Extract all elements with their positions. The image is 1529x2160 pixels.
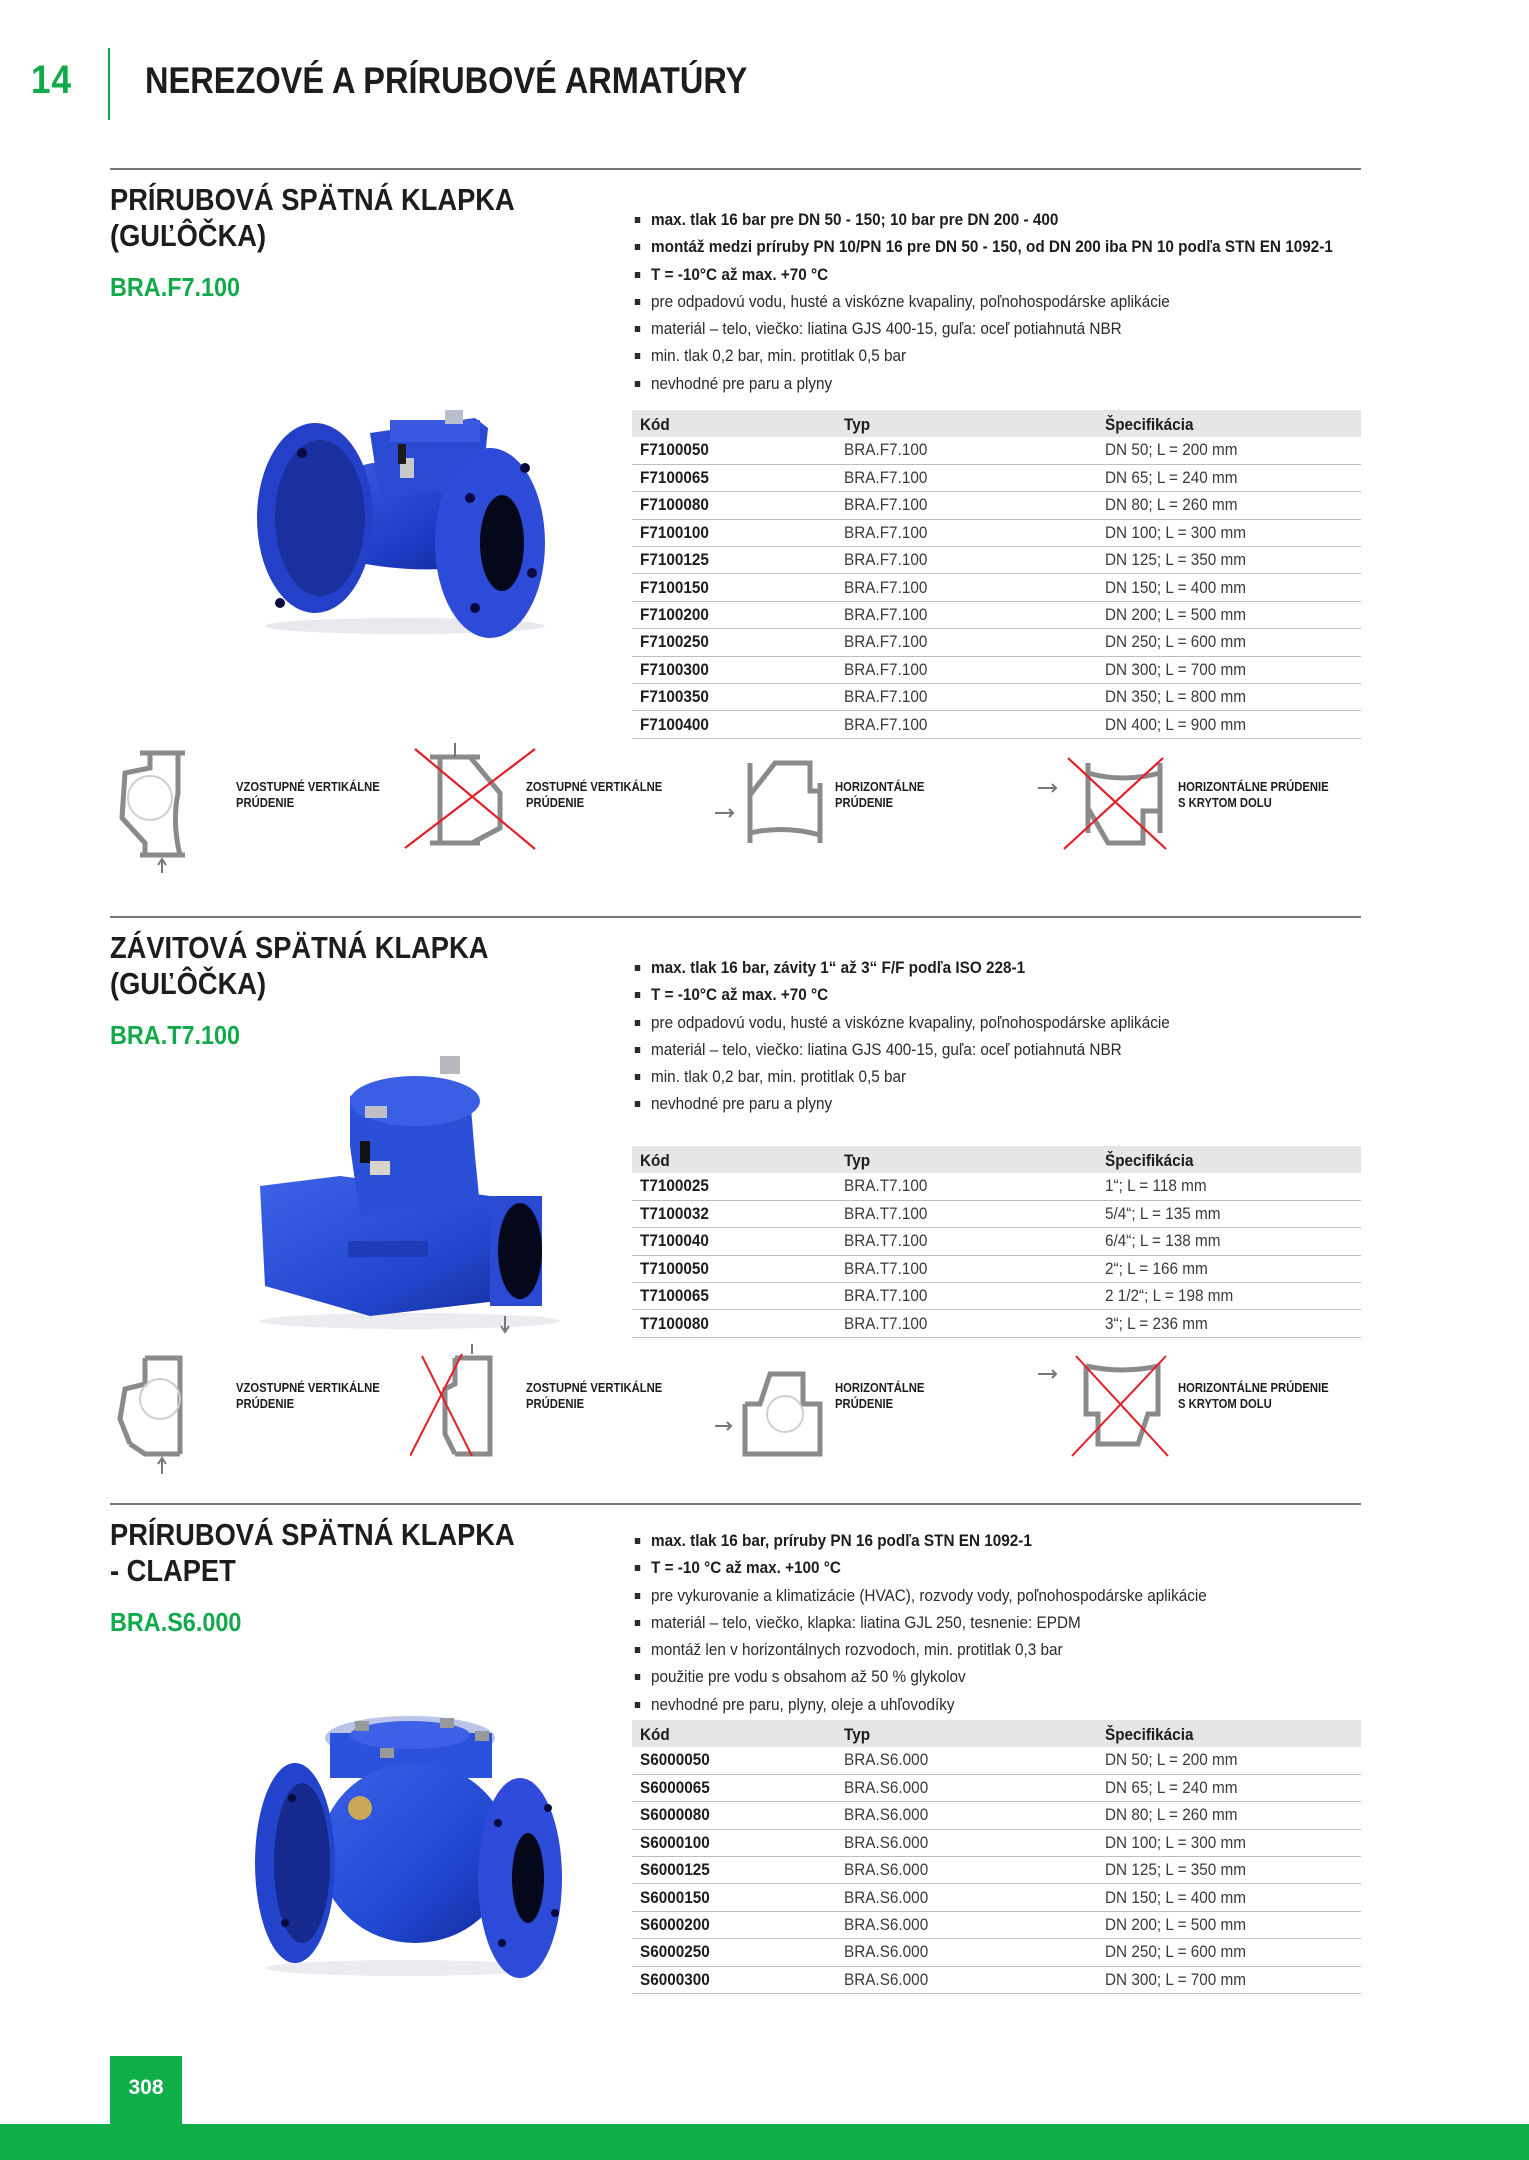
install-label-line2: PRÚDENIE [236,796,295,810]
product-section-t7100 [110,916,1361,1496]
installation-orientations [110,743,1361,873]
chapter-number: 14 [31,58,72,102]
feature-item: min. tlak 0,2 bar, min. protitlak 0,5 bar [633,1063,1170,1090]
section-title-line1: PRÍRUBOVÁ SPÄTNÁ KLAPKA [110,1517,515,1552]
table-row: S6000150 BRA.S6.000 DN 150; L = 400 mm [632,1884,1361,1911]
table-row: S6000050 BRA.S6.000 DN 50; L = 200 mm [632,1747,1361,1774]
table-row: F7100150 BRA.F7.100 DN 150; L = 400 mm [632,574,1361,601]
feature-item: max. tlak 16 bar, príruby PN 16 podľa STN EN 1092-1 [633,1527,1207,1554]
product-table [632,1146,1361,1338]
column-header-type: Typ [836,1720,1097,1747]
table-row: F7100400 BRA.F7.100 DN 400; L = 900 mm [632,711,1361,738]
section-title-line1: ZÁVITOVÁ SPÄTNÁ KLAPKA [110,930,489,965]
table-row: F7100300 BRA.F7.100 DN 300; L = 700 mm [632,656,1361,683]
section-divider [110,1503,1361,1505]
table-header-row [632,1146,1361,1173]
table-row: T7100065 BRA.T7.100 2 1/2“; L = 198 mm [632,1283,1361,1310]
horizontal-cover-down-diagram-icon [1038,743,1178,873]
table-row: S6000300 BRA.S6.000 DN 300; L = 700 mm [632,1966,1361,1993]
table-header-row [632,410,1361,437]
product-section-s6000 [110,1503,1361,2003]
feature-item: montáž medzi príruby PN 10/PN 16 pre DN 50 - 150, od DN 200 iba PN 10 podľa STN EN 1092-1 [633,233,1333,260]
install-label-line1: ZOSTUPNÉ VERTIKÁLNE [526,780,663,794]
product-table [632,410,1361,739]
feature-item: min. tlak 0,2 bar, min. protitlak 0,5 bar [633,342,1333,369]
feature-item: nevhodné pre paru a plyny [633,1090,1170,1117]
table-row: S6000080 BRA.S6.000 DN 80; L = 260 mm [632,1802,1361,1829]
table-row: F7100250 BRA.F7.100 DN 250; L = 600 mm [632,629,1361,656]
feature-list [633,206,1411,397]
flanged-ball-check-valve-photo [220,358,580,638]
install-label-line2: S KRYTOM DOLU [1178,796,1272,810]
install-label-line1: HORIZONTÁLNE PRÚDENIE [1178,780,1329,794]
section-title-line2: - CLAPET [110,1553,236,1588]
column-header-type: Typ [836,410,1097,437]
install-horizontal [715,743,1015,873]
column-header-spec: Špecifikácia [1097,410,1361,437]
table-row: T7100080 BRA.T7.100 3“; L = 236 mm [632,1310,1361,1337]
install-label-line1: HORIZONTÁLNE PRÚDENIE [1178,1381,1329,1395]
product-code: BRA.S6.000 [110,1607,242,1637]
header-divider [108,48,110,120]
install-label-line1: VZOSTUPNÉ VERTIKÁLNE [236,1381,380,1395]
horizontal-cover-down-diagram-icon [1038,1344,1178,1474]
table-row: F7100125 BRA.F7.100 DN 125; L = 350 mm [632,547,1361,574]
table-row: S6000250 BRA.S6.000 DN 250; L = 600 mm [632,1939,1361,1966]
install-horizontal [715,1344,1015,1474]
table-row: S6000100 BRA.S6.000 DN 100; L = 300 mm [632,1829,1361,1856]
section-title-line2: (GUĽÔČKA) [110,218,267,253]
section-title-line2: (GUĽÔČKA) [110,966,267,1001]
feature-item: pre vykurovanie a klimatizácie (HVAC), rozvody vody, poľnohospodárske aplikácie [633,1582,1207,1609]
page-number: 308 [128,2076,164,2099]
install-label-line2: PRÚDENIE [526,796,585,810]
install-label-line2: PRÚDENIE [835,796,894,810]
feature-item: montáž len v horizontálnych rozvodoch, min. protitlak 0,3 bar [633,1636,1207,1663]
threaded-ball-check-valve-photo [220,1046,590,1336]
table-row: S6000125 BRA.S6.000 DN 125; L = 350 mm [632,1857,1361,1884]
product-table [632,1720,1361,1994]
install-vertical-upward [110,743,410,873]
column-header-code: Kód [632,410,836,437]
table-row: S6000065 BRA.S6.000 DN 65; L = 240 mm [632,1774,1361,1801]
install-horizontal-cover-down [1038,1344,1368,1474]
section-title [110,182,515,254]
table-row: T7100032 BRA.T7.100 5/4“; L = 135 mm [632,1200,1361,1227]
install-vertical-downward [400,743,700,873]
vertical-downward-diagram-icon [410,1344,540,1474]
table-row: S6000200 BRA.S6.000 DN 200; L = 500 mm [632,1911,1361,1938]
install-vertical-downward [410,1344,710,1474]
product-section-f7100 [110,168,1361,908]
page-number-box [110,2056,182,2126]
section-title-line1: PRÍRUBOVÁ SPÄTNÁ KLAPKA [110,182,515,217]
column-header-type: Typ [836,1146,1097,1173]
table-row: T7100040 BRA.T7.100 6/4“; L = 138 mm [632,1228,1361,1255]
feature-item: použitie pre vodu s obsahom až 50 % glykolov [633,1663,1207,1690]
feature-item: materiál – telo, viečko: liatina GJS 400-15, guľa: oceľ potiahnutá NBR [633,315,1333,342]
install-label-line1: ZOSTUPNÉ VERTIKÁLNE [526,1381,663,1395]
flanged-swing-check-valve-photo [230,1683,580,1983]
install-label-line2: PRÚDENIE [236,1397,295,1411]
install-label-line1: HORIZONTÁLNE [835,780,925,794]
table-row: T7100025 BRA.T7.100 1“; L = 118 mm [632,1173,1361,1200]
column-header-code: Kód [632,1720,836,1747]
vertical-upward-diagram-icon [110,1344,200,1474]
install-label-line1: VZOSTUPNÉ VERTIKÁLNE [236,780,380,794]
vertical-upward-diagram-icon [110,743,200,873]
horizontal-diagram-icon [715,1344,835,1474]
feature-list [633,1527,1271,1718]
section-divider [110,916,1361,918]
feature-item: max. tlak 16 bar, závity 1“ až 3“ F/F podľa ISO 228-1 [633,954,1170,981]
table-row: F7100050 BRA.F7.100 DN 50; L = 200 mm [632,437,1361,464]
feature-item: T = -10 °C až max. +100 °C [633,1554,1207,1581]
feature-item: materiál – telo, viečko: liatina GJS 400-15, guľa: oceľ potiahnutá NBR [633,1036,1170,1063]
installation-orientations [110,1344,1361,1474]
table-row: F7100350 BRA.F7.100 DN 350; L = 800 mm [632,684,1361,711]
feature-item: T = -10°C až max. +70 °C [633,981,1170,1008]
section-divider [110,168,1361,170]
column-header-spec: Špecifikácia [1097,1146,1361,1173]
install-horizontal-cover-down [1038,743,1368,873]
feature-item: max. tlak 16 bar pre DN 50 - 150; 10 bar pre DN 200 - 400 [633,206,1333,233]
section-title [110,930,488,1002]
feature-item: pre odpadovú vodu, husté a viskózne kvapaliny, poľnohospodárske aplikácie [633,1009,1170,1036]
feature-item: nevhodné pre paru, plyny, oleje a uhľovodíky [633,1691,1207,1718]
table-row: T7100050 BRA.T7.100 2“; L = 166 mm [632,1255,1361,1282]
chapter-title: NEREZOVÉ A PRÍRUBOVÉ ARMATÚRY [145,60,748,101]
table-row: F7100200 BRA.F7.100 DN 200; L = 500 mm [632,601,1361,628]
install-label-line2: PRÚDENIE [526,1397,585,1411]
feature-item: pre odpadovú vodu, husté a viskózne kvapaliny, poľnohospodárske aplikácie [633,288,1333,315]
install-label-line2: PRÚDENIE [835,1397,894,1411]
feature-item: T = -10°C až max. +70 °C [633,261,1333,288]
install-label-line2: S KRYTOM DOLU [1178,1397,1272,1411]
footer-bar [0,2124,1529,2160]
feature-item: nevhodné pre paru a plyny [633,370,1333,397]
column-header-spec: Špecifikácia [1097,1720,1361,1747]
table-row: F7100065 BRA.F7.100 DN 65; L = 240 mm [632,464,1361,491]
table-row: F7100100 BRA.F7.100 DN 100; L = 300 mm [632,519,1361,546]
table-row: F7100080 BRA.F7.100 DN 80; L = 260 mm [632,492,1361,519]
table-header-row [632,1720,1361,1747]
product-code: BRA.T7.100 [110,1020,241,1050]
column-header-code: Kód [632,1146,836,1173]
feature-list [633,954,1229,1118]
section-title [110,1517,515,1589]
horizontal-diagram-icon [715,743,835,873]
feature-item: materiál – telo, viečko, klapka: liatina GJL 250, tesnenie: EPDM [633,1609,1207,1636]
install-vertical-upward [110,1344,410,1474]
product-code: BRA.F7.100 [110,272,241,302]
install-label-line1: HORIZONTÁLNE [835,1381,925,1395]
